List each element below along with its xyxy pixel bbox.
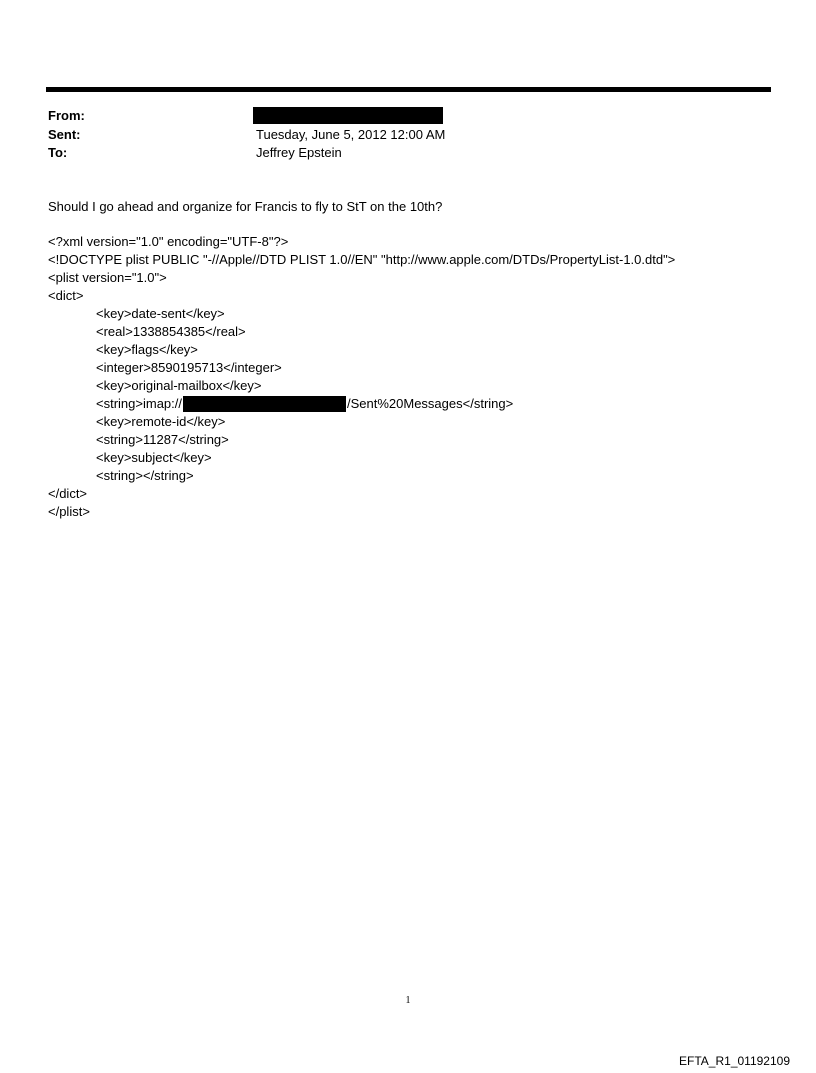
xml-line: <!DOCTYPE plist PUBLIC "-//Apple//DTD PLIST 1.0//EN" "http://www.apple.com/DTDs/PropertyList-1.0.dtd"> (48, 252, 676, 267)
header-rule (46, 87, 771, 92)
xml-line: <key>subject</key> (96, 450, 212, 465)
xml-line: <string></string> (96, 468, 194, 483)
mailbox-redaction (183, 396, 346, 412)
message-text: Should I go ahead and organize for Francis to fly to StT on the 10th? (48, 199, 443, 214)
to-value: Jeffrey Epstein (256, 145, 342, 160)
xml-line: </dict> (48, 486, 88, 501)
bates-number: EFTA_R1_01192109 (679, 1054, 790, 1068)
xml-line: <key>original-mailbox</key> (96, 378, 262, 393)
xml-line: <integer>8590195713</integer> (96, 360, 282, 375)
sent-label: Sent: (48, 127, 81, 142)
from-label: From: (48, 108, 85, 123)
sent-value: Tuesday, June 5, 2012 12:00 AM (256, 127, 446, 142)
xml-line: <?xml version="1.0" encoding="UTF-8"?> (48, 234, 289, 249)
xml-line: <real>1338854385</real> (96, 324, 246, 339)
xml-line: <key>remote-id</key> (96, 414, 226, 429)
xml-line: <string>11287</string> (96, 432, 229, 447)
xml-line (96, 395, 513, 413)
xml-line: <key>date-sent</key> (96, 306, 225, 321)
xml-mailbox-prefix: <string>imap:// (96, 396, 182, 411)
from-redaction (253, 107, 443, 124)
to-label: To: (48, 145, 68, 160)
xml-line: <key>flags</key> (96, 342, 198, 357)
page-number: 1 (405, 995, 411, 1006)
xml-line: <dict> (48, 288, 84, 303)
xml-mailbox-suffix: /Sent%20Messages</string> (347, 396, 514, 411)
xml-line: <plist version="1.0"> (48, 270, 167, 285)
xml-line: </plist> (48, 504, 90, 519)
